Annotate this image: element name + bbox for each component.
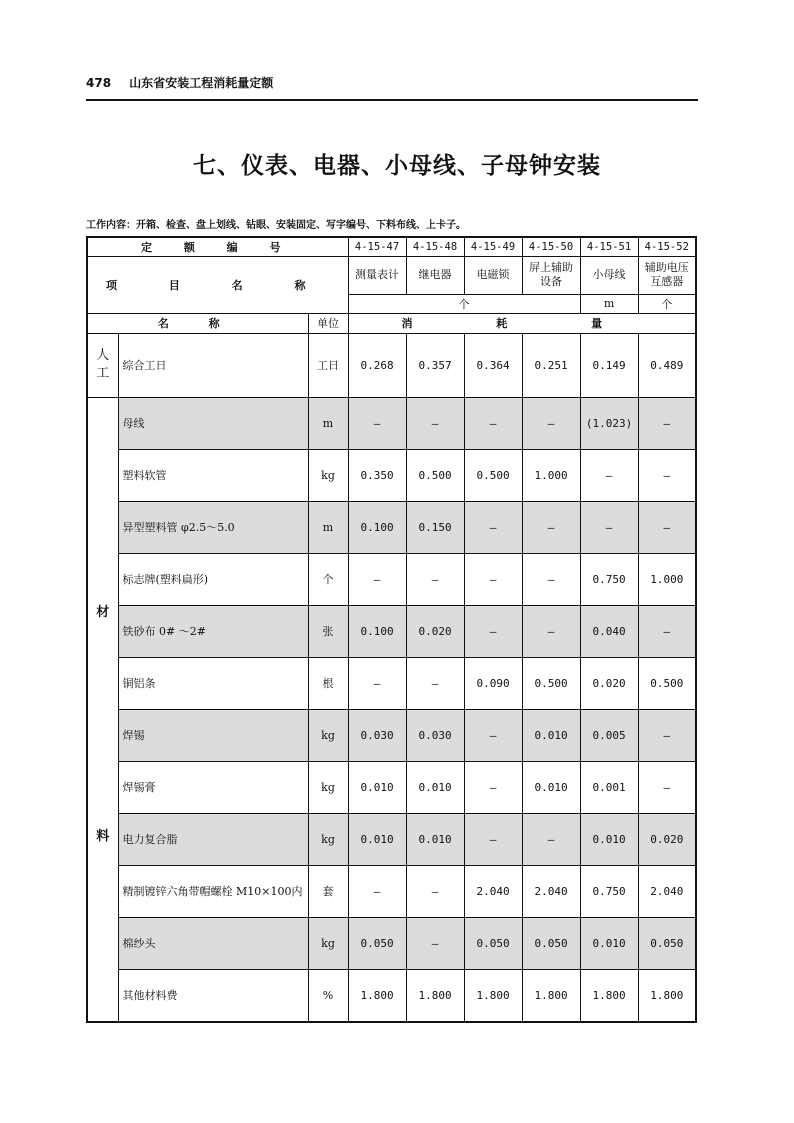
book-title: 山东省安装工程消耗量定额 [129, 76, 274, 90]
page-header [86, 74, 273, 91]
material-value: — [522, 605, 580, 657]
material-value: 0.050 [638, 917, 696, 969]
material-name: 精制镀锌六角带帽螺栓 M10×100内 [118, 865, 308, 917]
material-row [87, 449, 696, 501]
code-cell: 4-15-48 [406, 237, 464, 256]
material-unit: m [308, 501, 348, 553]
col-consume-header: 消 耗 量 [348, 313, 696, 333]
material-value: 0.020 [580, 657, 638, 709]
material-value: — [638, 397, 696, 449]
material-value: — [522, 553, 580, 605]
material-row [87, 969, 696, 1022]
material-value: — [638, 449, 696, 501]
material-name: 铜铝条 [118, 657, 308, 709]
material-value: 1.000 [638, 553, 696, 605]
item-name-cell: 继电器 [406, 256, 464, 294]
material-value: 0.020 [406, 605, 464, 657]
material-unit: 个 [308, 553, 348, 605]
material-value: — [638, 761, 696, 813]
section-title: 七、仪表、电器、小母线、子母钟安装 [193, 153, 601, 179]
material-value: — [348, 657, 406, 709]
material-value: 0.500 [464, 449, 522, 501]
material-name: 塑料软管 [118, 449, 308, 501]
material-value: 0.030 [348, 709, 406, 761]
material-name: 棉纱头 [118, 917, 308, 969]
material-name: 焊锡膏 [118, 761, 308, 813]
labor-value: 0.489 [638, 333, 696, 397]
material-unit: % [308, 969, 348, 1022]
material-value: — [464, 397, 522, 449]
material-value: 1.800 [522, 969, 580, 1022]
material-row [87, 605, 696, 657]
code-cell: 4-15-49 [464, 237, 522, 256]
labor-category: 人 工 [87, 333, 118, 397]
material-name: 母线 [118, 397, 308, 449]
material-value: 0.350 [348, 449, 406, 501]
material-value: 0.750 [580, 865, 638, 917]
material-value: 1.000 [522, 449, 580, 501]
material-value: 0.010 [406, 813, 464, 865]
material-row [87, 917, 696, 969]
material-name: 铁砂布 0# ～2# [118, 605, 308, 657]
material-value: — [522, 397, 580, 449]
material-value: 0.030 [406, 709, 464, 761]
material-value: 0.090 [464, 657, 522, 709]
unit-cell: m [580, 294, 638, 313]
material-value: — [638, 605, 696, 657]
item-name-cell: 屏上辅助 设备 [522, 256, 580, 294]
quota-number-label: 定 额 编 号 [87, 237, 348, 256]
material-name: 焊锡 [118, 709, 308, 761]
material-value: 0.050 [522, 917, 580, 969]
material-value: 0.150 [406, 501, 464, 553]
material-name: 标志牌(塑料扁形) [118, 553, 308, 605]
labor-unit: 工日 [308, 333, 348, 397]
material-value: — [522, 501, 580, 553]
material-value: 0.005 [580, 709, 638, 761]
material-value: 0.010 [522, 761, 580, 813]
material-value: 1.800 [348, 969, 406, 1022]
material-value: 0.010 [580, 917, 638, 969]
material-row [87, 709, 696, 761]
item-name-cell: 电磁锁 [464, 256, 522, 294]
material-value: 0.010 [348, 761, 406, 813]
material-value: — [464, 813, 522, 865]
material-value: — [406, 397, 464, 449]
header-rule [86, 99, 698, 101]
material-value: 2.040 [638, 865, 696, 917]
code-cell: 4-15-51 [580, 237, 638, 256]
material-name: 电力复合脂 [118, 813, 308, 865]
material-value: (1.023) [580, 397, 638, 449]
labor-value: 0.268 [348, 333, 406, 397]
material-unit: kg [308, 917, 348, 969]
material-value: — [580, 501, 638, 553]
material-value: — [464, 761, 522, 813]
item-name-label: 项 目 名 称 [87, 256, 348, 313]
item-name-cell: 辅助电压 互感器 [638, 256, 696, 294]
item-name-cell: 测量表计 [348, 256, 406, 294]
material-value: 0.750 [580, 553, 638, 605]
material-value: 2.040 [464, 865, 522, 917]
material-name: 异型塑料管 φ2.5～5.0 [118, 501, 308, 553]
material-value: 0.500 [638, 657, 696, 709]
material-row [87, 813, 696, 865]
material-unit: 张 [308, 605, 348, 657]
material-value: — [464, 501, 522, 553]
material-value: — [464, 709, 522, 761]
material-value: 1.800 [406, 969, 464, 1022]
material-unit: m [308, 397, 348, 449]
material-value: 0.100 [348, 501, 406, 553]
material-value: 0.020 [638, 813, 696, 865]
material-row [87, 397, 696, 449]
code-cell: 4-15-52 [638, 237, 696, 256]
material-unit: kg [308, 761, 348, 813]
material-value: — [464, 605, 522, 657]
material-unit: kg [308, 709, 348, 761]
material-value: — [406, 865, 464, 917]
material-value: 0.010 [406, 761, 464, 813]
material-value: 1.800 [464, 969, 522, 1022]
labor-value: 0.357 [406, 333, 464, 397]
material-name: 其他材料费 [118, 969, 308, 1022]
material-value: — [406, 657, 464, 709]
work-content: 工作内容：开箱、检查、盘上划线、钻眼、安装固定、写字编号、下料布线、上卡子。 [86, 220, 466, 231]
material-row [87, 501, 696, 553]
material-value: 1.800 [580, 969, 638, 1022]
material-value: — [464, 553, 522, 605]
material-value: 0.010 [348, 813, 406, 865]
material-value: 1.800 [638, 969, 696, 1022]
material-value: 2.040 [522, 865, 580, 917]
material-value: — [406, 917, 464, 969]
labor-name: 综合工日 [118, 333, 308, 397]
labor-value: 0.251 [522, 333, 580, 397]
material-value: — [638, 709, 696, 761]
material-value: — [638, 501, 696, 553]
material-value: — [348, 865, 406, 917]
material-row [87, 865, 696, 917]
material-unit: 套 [308, 865, 348, 917]
material-value: — [348, 397, 406, 449]
material-category-bottom: 料 [96, 828, 110, 844]
code-cell: 4-15-47 [348, 237, 406, 256]
material-value: 0.010 [580, 813, 638, 865]
labor-value: 0.149 [580, 333, 638, 397]
material-unit: kg [308, 813, 348, 865]
material-value: 0.040 [580, 605, 638, 657]
quota-table [86, 236, 697, 1023]
material-row [87, 553, 696, 605]
unit-merged: 个 [348, 294, 580, 313]
material-value: 0.001 [580, 761, 638, 813]
labor-value: 0.364 [464, 333, 522, 397]
code-cell: 4-15-50 [522, 237, 580, 256]
item-name-cell: 小母线 [580, 256, 638, 294]
material-value: 0.050 [348, 917, 406, 969]
material-category-top: 材 [96, 604, 110, 620]
material-value: 0.010 [522, 709, 580, 761]
material-value: 0.500 [406, 449, 464, 501]
material-category [87, 397, 118, 1022]
material-value: — [406, 553, 464, 605]
material-value: 0.100 [348, 605, 406, 657]
page-number: 478 [86, 76, 112, 90]
col-unit-header: 单位 [308, 313, 348, 333]
material-value: — [522, 813, 580, 865]
material-unit: 根 [308, 657, 348, 709]
unit-cell: 个 [638, 294, 696, 313]
material-row [87, 657, 696, 709]
col-name-header: 名 称 [87, 313, 308, 333]
material-unit: kg [308, 449, 348, 501]
material-row [87, 761, 696, 813]
material-value: — [348, 553, 406, 605]
material-value: 0.500 [522, 657, 580, 709]
material-value: 0.050 [464, 917, 522, 969]
material-value: — [580, 449, 638, 501]
